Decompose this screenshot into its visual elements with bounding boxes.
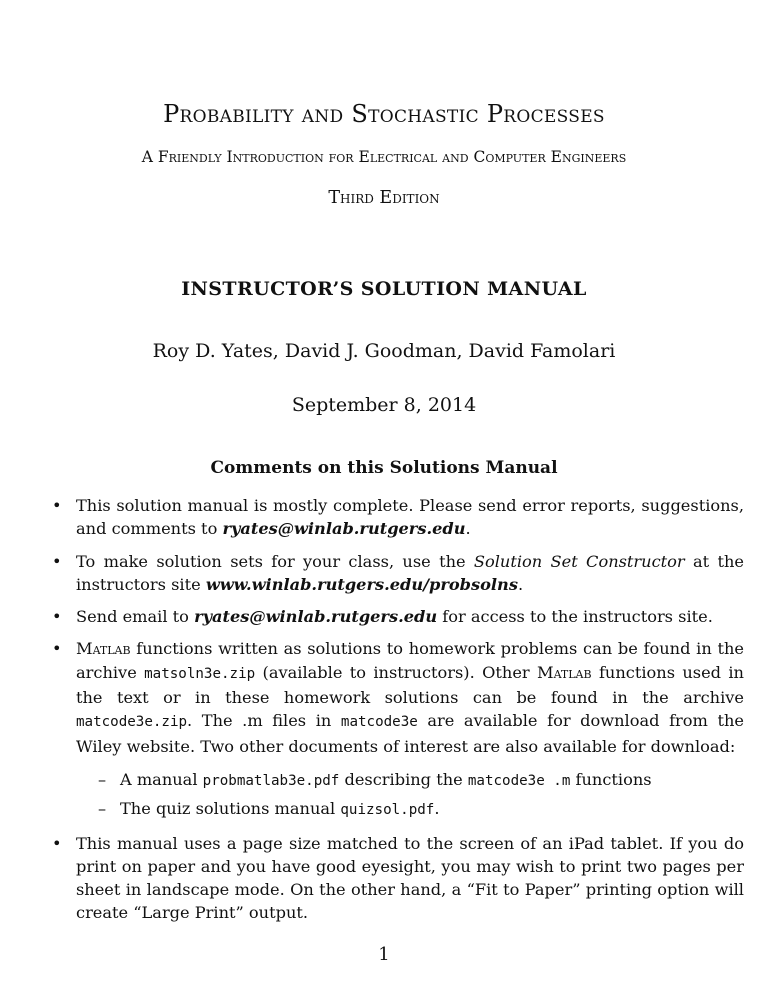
- list-item: • This manual uses a page size matched to the screen of an iPad tablet. If you do print on paper and you have good eyesight, you may wish to print two pages per sheet in landscape mode. On the other hand, a “Fit to Paper” printing option will create “Large Print” output.: [44, 832, 744, 925]
- file-name: matcode3e .m: [467, 772, 571, 789]
- download-list: [76, 768, 744, 823]
- date: September 8, 2014: [291, 394, 477, 416]
- matlab-name: Matlab: [537, 662, 592, 682]
- file-name: quizsol.pdf: [340, 802, 435, 819]
- file-name: probmatlab3e.pdf: [202, 772, 340, 789]
- url-link[interactable]: www.winlab.rutgers.edu/probsolns: [205, 574, 518, 594]
- list-item: • This solution manual is mostly complete. Please send error reports, suggestions, and comments to ryates@winlab.rutgers.edu.: [44, 494, 744, 541]
- sub-list-item: – The quiz solutions manual quizsol.pdf.: [76, 797, 744, 822]
- solution-set-constructor: Solution Set Constructor: [473, 551, 685, 571]
- sub-list-item: – A manual probmatlab3e.pdf describing the matcode3e .m functions: [76, 768, 744, 793]
- matlab-name: Matlab: [76, 639, 131, 659]
- email-link[interactable]: ryates@winlab.rutgers.edu: [222, 519, 466, 539]
- manual-title: INSTRUCTOR’S SOLUTION MANUAL: [181, 278, 587, 300]
- file-name: matcode3e.zip: [76, 714, 188, 731]
- list-item: • To make solution sets for your class, use the Solution Set Constructor at the instructors site www.winlab.rutgers.edu/probsolns.: [44, 550, 744, 597]
- list-item: • Matlab functions written as solutions to homework problems can be found in the archive matsoln3e.zip (available to instructors). Other Matlab functions used in the text or in these homework solutions can be found in the archive matcode3e.zip. The .m files in matcode3e are available for download from the Wiley website. Two other documents of interest are also available for download: – A manual probmatlab3e.pdf describing the matcode3e .m functions – The quiz solutions manual quizsol.pdf.: [44, 637, 744, 822]
- page-number: 1: [378, 944, 390, 965]
- list-item: • Send email to ryates@winlab.rutgers.edu for access to the instructors site.: [44, 605, 744, 628]
- email-link[interactable]: ryates@winlab.rutgers.edu: [194, 607, 438, 627]
- comments-list: [44, 494, 744, 934]
- file-name: matcode3e: [340, 714, 418, 731]
- comments-heading: Comments on this Solutions Manual: [210, 458, 558, 478]
- file-name: matsoln3e.zip: [144, 665, 256, 682]
- authors: Roy D. Yates, David J. Goodman, David Famolari: [152, 340, 616, 362]
- edition: Third Edition: [328, 188, 440, 208]
- book-subtitle: A Friendly Introduction for Electrical and Computer Engineers: [141, 148, 627, 166]
- book-title: Probability and Stochastic Processes: [163, 100, 605, 128]
